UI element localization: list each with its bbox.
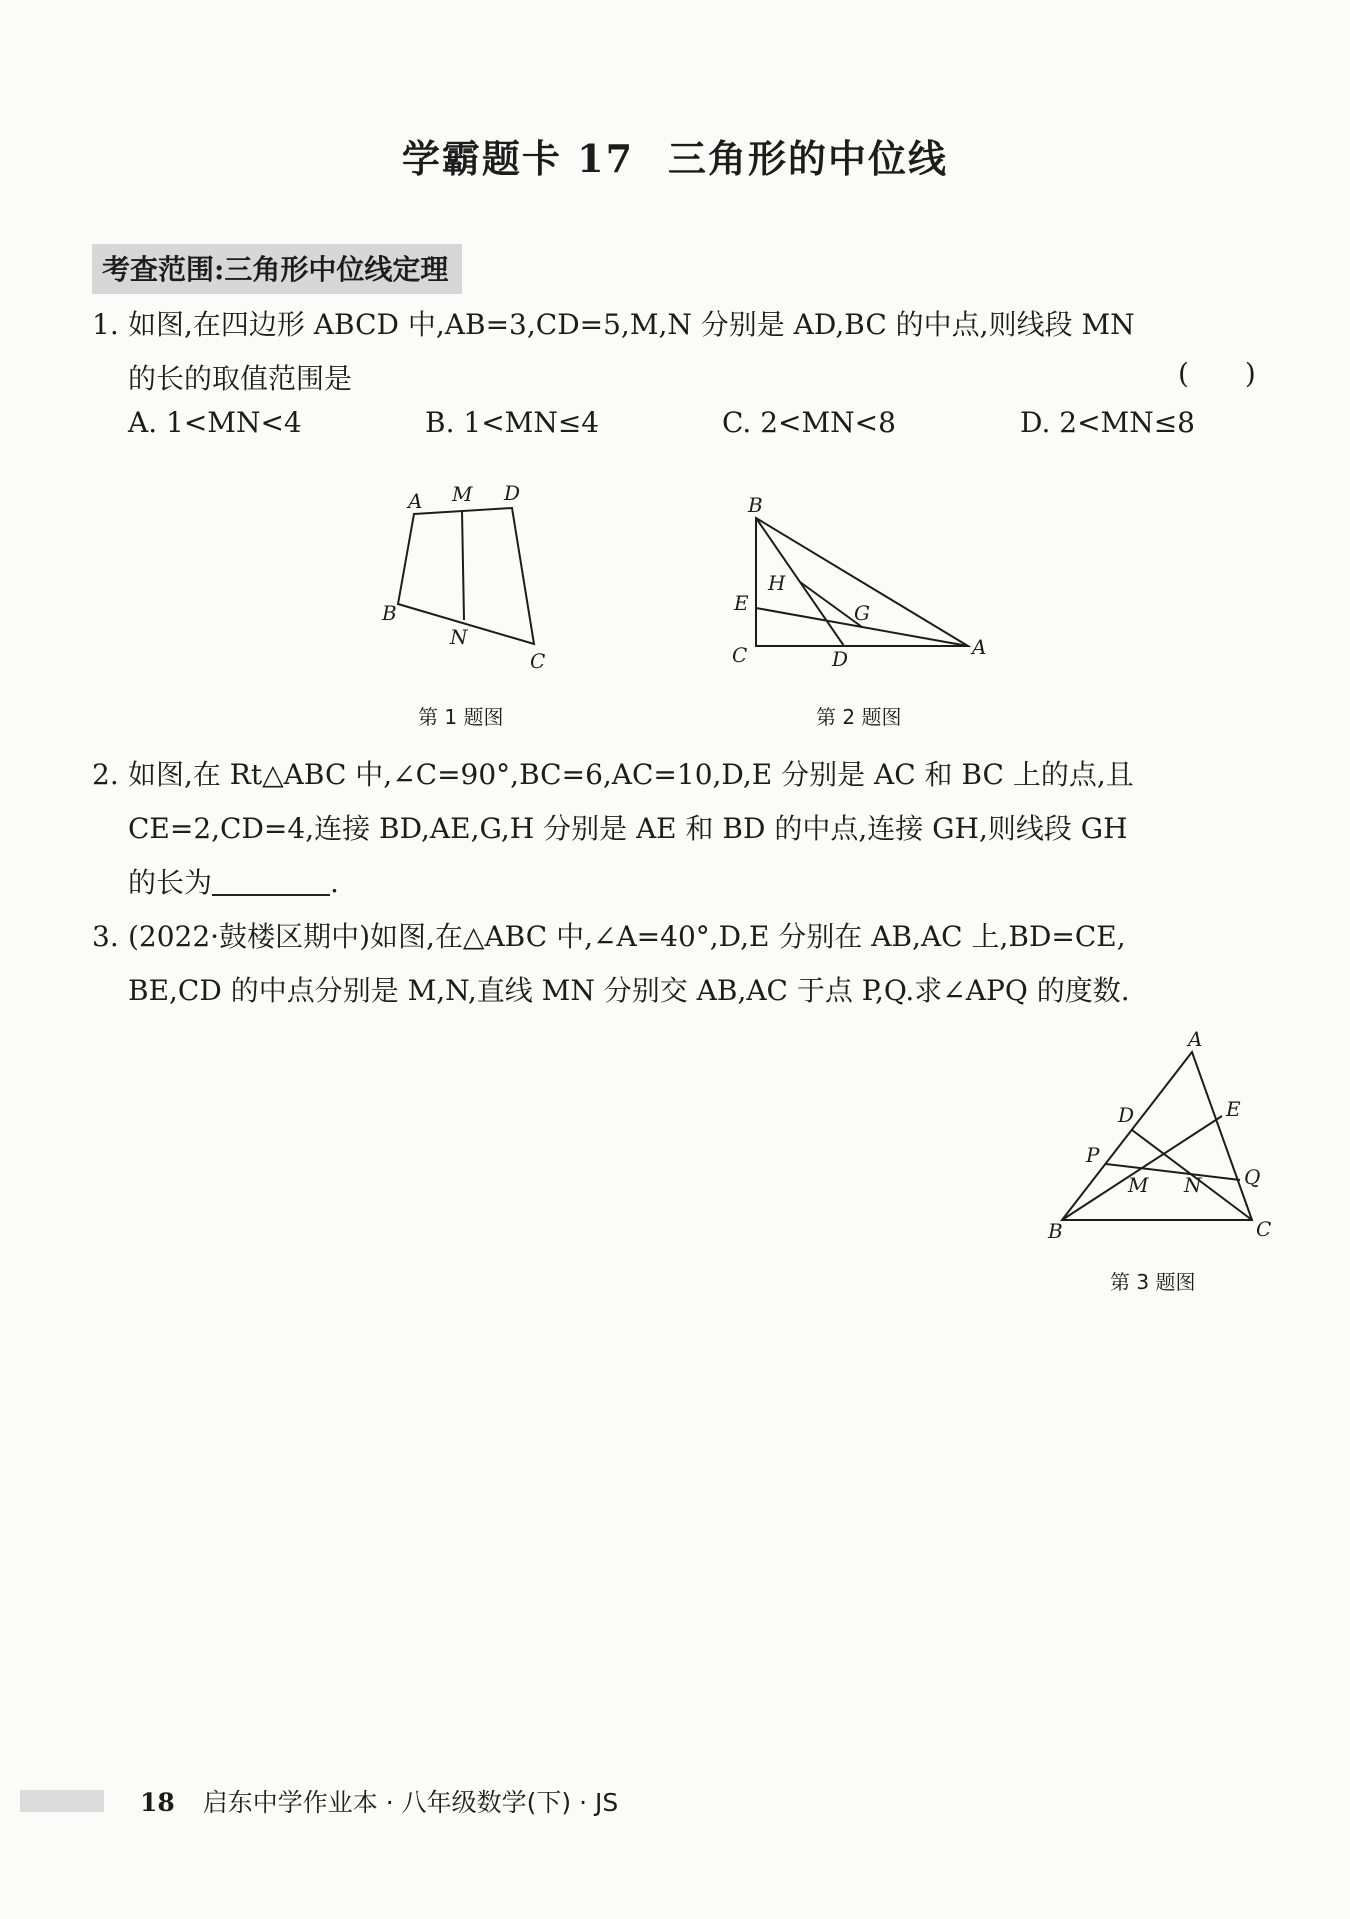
label-g: G — [854, 601, 870, 625]
answer-blank[interactable] — [212, 864, 330, 896]
q2-period: . — [330, 866, 339, 899]
figure-3-caption: 第 3 题图 — [1110, 1270, 1196, 1294]
segment-mn — [462, 511, 464, 620]
label-a: A — [1188, 1030, 1203, 1051]
label-a: A — [408, 489, 423, 513]
label-c: C — [530, 649, 546, 673]
label-c: C — [1256, 1217, 1272, 1241]
label-e: E — [734, 591, 749, 615]
label-h: H — [768, 571, 786, 595]
quadrilateral-abcd — [398, 508, 534, 644]
title-left: 学霸题卡 17 — [401, 136, 635, 181]
label-m: M — [452, 482, 473, 506]
label-p: P — [1086, 1143, 1100, 1167]
figure-2-caption: 第 2 题图 — [816, 705, 902, 729]
footer-tab-decoration — [20, 1790, 104, 1812]
question-2 — [92, 748, 1134, 910]
q1-line1: 如图,在四边形 ABCD 中,AB=3,CD=5,M,N 分别是 AD,BC 的中点,则线段 MN — [128, 308, 1135, 341]
triangle-abc — [1062, 1052, 1252, 1220]
label-a: A — [972, 635, 987, 659]
label-c: C — [732, 643, 748, 667]
q1-line2: 的长的取值范围是 — [128, 362, 353, 395]
label-e: E — [1226, 1097, 1241, 1121]
option-b: B. 1<MN≤4 — [425, 406, 600, 439]
answer-parentheses: ( ) — [1178, 357, 1256, 390]
footer-text: 启东中学作业本 · 八年级数学(下) · JS — [202, 1788, 619, 1817]
q2-line1: 如图,在 Rt△ABC 中,∠C=90°,BC=6,AC=10,D,E 分别是 AC 和 BC 上的点,且 — [128, 758, 1134, 791]
label-b: B — [748, 493, 763, 517]
label-m: M — [1128, 1173, 1149, 1197]
label-d: D — [1118, 1103, 1135, 1127]
figure-1-quadrilateral — [370, 480, 570, 680]
q2-line2: CE=2,CD=4,连接 BD,AE,G,H 分别是 AE 和 BD 的中点,连接 GH,则线段 GH — [128, 812, 1128, 845]
page-title — [0, 128, 1350, 183]
option-d: D. 2<MN≤8 — [1020, 406, 1195, 439]
question-3 — [92, 910, 1130, 1018]
q2-line3: 的长为 — [128, 866, 213, 899]
label-b: B — [1048, 1219, 1063, 1243]
label-n: N — [1184, 1173, 1202, 1197]
option-c: C. 2<MN<8 — [722, 406, 896, 439]
figure-1-caption: 第 1 题图 — [418, 705, 504, 729]
q3-line1: (2022·鼓楼区期中)如图,在△ABC 中,∠A=40°,D,E 分别在 AB,AC 上,BD=CE, — [128, 920, 1126, 953]
question-1 — [92, 298, 1135, 406]
q3-line2: BE,CD 的中点分别是 M,N,直线 MN 分别交 AB,AC 于点 P,Q.求∠APQ 的度数. — [128, 974, 1130, 1007]
label-b: B — [382, 601, 397, 625]
page-footer — [140, 1783, 618, 1819]
q3-number: 3. — [92, 920, 119, 953]
label-d: D — [504, 481, 521, 505]
q1-number: 1. — [92, 308, 119, 341]
title-right: 三角形的中位线 — [668, 136, 949, 181]
q2-number: 2. — [92, 758, 119, 791]
option-a: A. 1<MN<4 — [128, 406, 302, 439]
figure-3-triangle — [1040, 1030, 1280, 1250]
label-d: D — [832, 647, 849, 671]
page-number: 18 — [140, 1788, 175, 1817]
figure-2-right-triangle — [720, 490, 1010, 680]
label-n: N — [450, 625, 468, 649]
scope-banner: 考查范围:三角形中位线定理 — [92, 244, 462, 294]
label-q: Q — [1244, 1165, 1261, 1189]
segment-gh — [800, 582, 862, 627]
